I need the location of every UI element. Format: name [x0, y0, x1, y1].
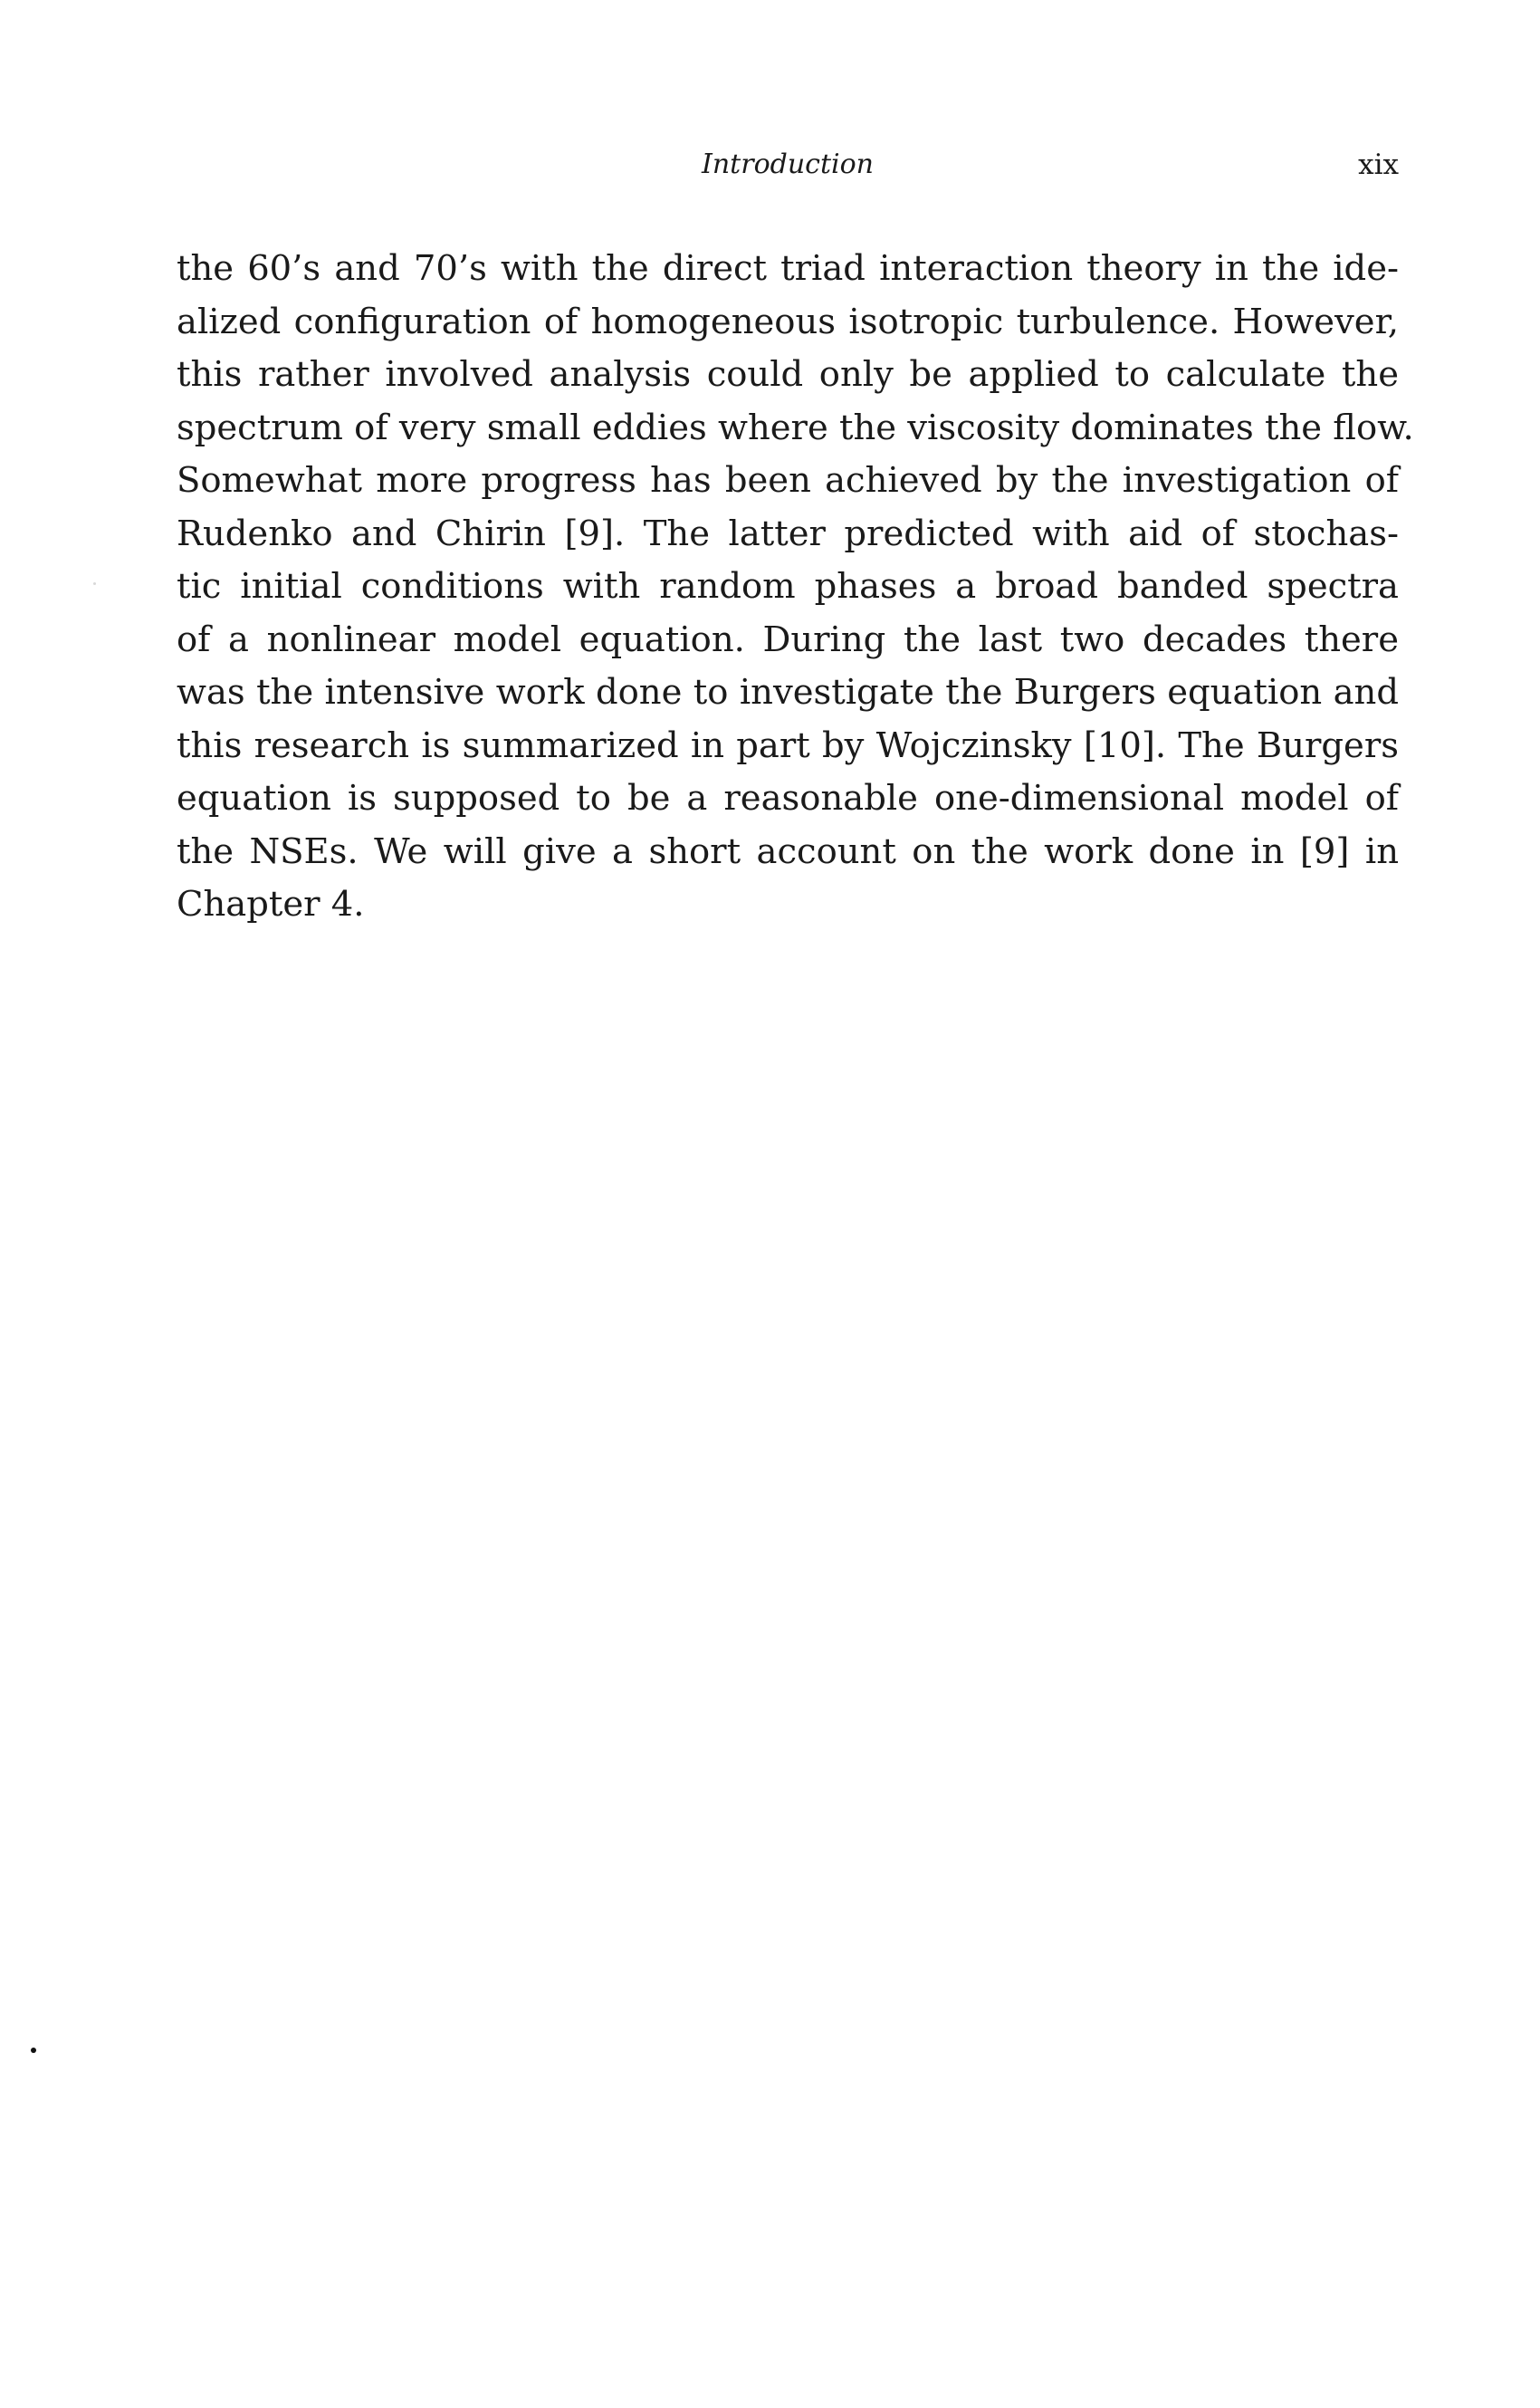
running-head	[177, 145, 1399, 185]
text-line: Rudenko and Chirin [9]. The latter predicted with aid of stochas-	[177, 513, 1399, 554]
scan-dot	[31, 2048, 36, 2053]
text-line: the NSEs. We will give a short account on the work done in [9] in	[177, 830, 1399, 872]
page-number: xix	[1358, 149, 1399, 181]
text-line: was the intensive work done to investigate the Burgers equation and	[177, 672, 1399, 713]
text-line: this research is summarized in part by Wojczinsky [10]. The Burgers	[177, 724, 1399, 766]
text-line: the 60’s and 70’s with the direct triad interaction theory in the ide-	[177, 248, 1399, 289]
text-line: alized configuration of homogeneous isotropic turbulence. However,	[177, 301, 1399, 342]
text-line: tic initial conditions with random phases a broad banded spectra	[177, 566, 1399, 607]
scan-speck	[93, 582, 96, 585]
text-line-last: Chapter 4.	[177, 884, 365, 925]
running-title: Introduction	[702, 149, 874, 180]
text-line: this rather involved analysis could only be applied to calculate the	[177, 354, 1399, 395]
body-paragraph	[177, 243, 1414, 932]
text-line: Somewhat more progress has been achieved by the investigation of	[177, 460, 1399, 501]
text-line: equation is supposed to be a reasonable one-dimensional model of	[177, 778, 1399, 819]
text-line: spectrum of very small eddies where the viscosity dominates the flow.	[177, 407, 1414, 448]
text-line: of a nonlinear model equation. During the last two decades there	[177, 619, 1399, 660]
